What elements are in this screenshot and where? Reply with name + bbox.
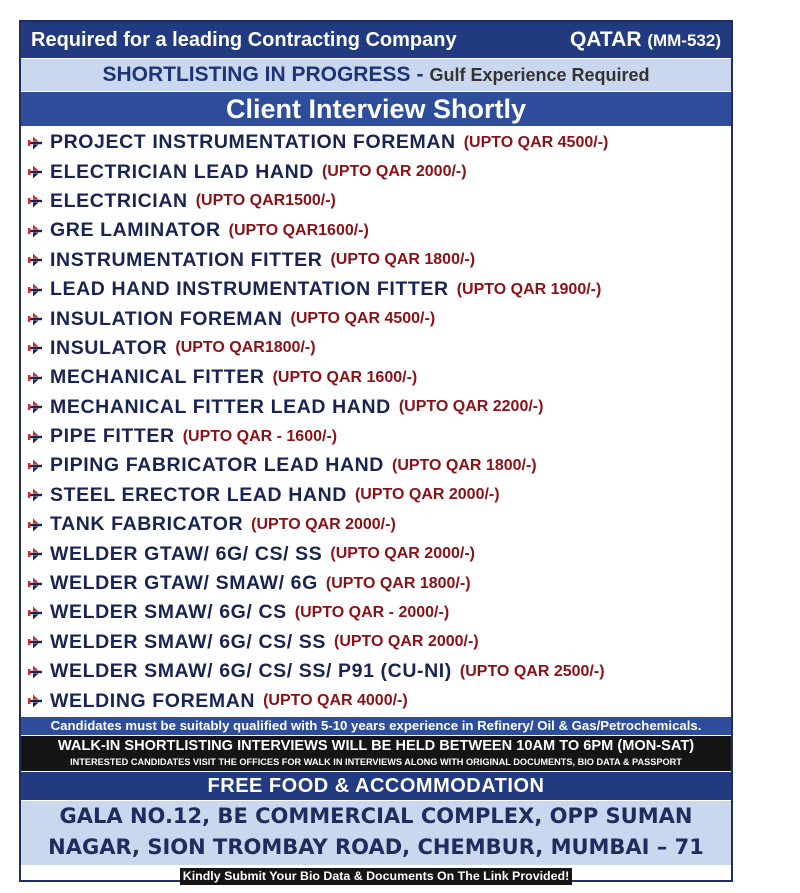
address-line-2: NAGAR, SION TROMBAY ROAD, CHEMBUR, MUMBAI – 71: [48, 835, 704, 859]
job-row: [21, 246, 731, 275]
header-banner: [21, 22, 731, 58]
arrow-bullet-icon: [27, 399, 50, 415]
job-salary: (UPTO QAR - 2000/-): [294, 603, 450, 621]
reference-code: (MM-532): [647, 31, 721, 50]
job-title: MECHANICAL FITTER: [50, 366, 265, 389]
arrow-bullet-icon: [27, 664, 50, 680]
job-title: LEAD HAND INSTRUMENTATION FITTER: [50, 278, 449, 301]
job-salary: (UPTO QAR 2000/-): [334, 633, 479, 651]
job-salary: (UPTO QAR1500/-): [195, 192, 336, 210]
job-salary: (UPTO QAR 2500/-): [459, 662, 605, 680]
company-requirement-text: Required for a leading Contracting Company: [31, 28, 457, 51]
job-title: WELDING FOREMAN: [50, 689, 256, 712]
walkin-banner: [21, 736, 731, 771]
job-salary: (UPTO QAR 1600/-): [272, 368, 418, 386]
job-row: [21, 539, 731, 568]
job-title: WELDER SMAW/ 6G/ CS/ SS/ P91 (CU-NI): [50, 660, 452, 683]
arrow-bullet-icon: [27, 634, 50, 650]
job-title: PIPE FITTER: [50, 425, 175, 448]
arrow-bullet-icon: [27, 282, 50, 298]
job-row: [21, 275, 731, 304]
job-row: [21, 510, 731, 539]
arrow-bullet-icon: [27, 517, 50, 533]
job-row: [21, 216, 731, 245]
job-row: [21, 481, 731, 510]
job-salary: (UPTO QAR 4000/-): [263, 692, 408, 710]
location-ref: [570, 28, 721, 52]
job-row: [21, 363, 731, 392]
arrow-bullet-icon: [27, 223, 50, 239]
arrow-bullet-icon: [27, 458, 50, 474]
job-salary: (UPTO QAR1800/-): [175, 339, 316, 357]
interview-banner: Client Interview Shortly: [21, 92, 731, 126]
job-salary: (UPTO QAR 1800/-): [325, 574, 471, 592]
job-salary: (UPTO QAR1600/-): [228, 221, 369, 239]
job-title: PROJECT INSTRUMENTATION FOREMAN: [50, 131, 456, 154]
job-row: [21, 451, 731, 480]
job-list: [21, 128, 731, 716]
arrow-bullet-icon: [27, 311, 50, 327]
job-row: [21, 598, 731, 627]
job-salary: (UPTO QAR 2000/-): [251, 515, 396, 533]
job-title: WELDER GTAW/ 6G/ CS/ SS: [50, 542, 323, 565]
job-salary: (UPTO QAR 2000/-): [354, 486, 500, 504]
job-salary: (UPTO QAR 4500/-): [290, 310, 436, 328]
shortlisting-status: SHORTLISTING IN PROGRESS: [102, 63, 411, 86]
job-title: WELDER SMAW/ 6G/ CS/ SS: [50, 630, 326, 653]
job-title: INSULATOR: [50, 336, 168, 359]
arrow-bullet-icon: [27, 252, 50, 268]
arrow-bullet-icon: [27, 193, 50, 209]
job-title: ELECTRICIAN: [50, 189, 188, 212]
job-row: [21, 657, 731, 686]
arrow-bullet-icon: [27, 693, 50, 709]
office-address: [21, 801, 731, 865]
arrow-bullet-icon: [27, 487, 50, 503]
qualification-note: Candidates must be suitably qualified with 5-10 years experience in Refinery/ Oil & Gas/Petrochemicals.: [21, 717, 731, 735]
arrow-bullet-icon: [27, 135, 50, 151]
job-salary: (UPTO QAR - 1600/-): [182, 427, 338, 445]
job-salary: (UPTO QAR 2000/-): [321, 163, 467, 181]
arrow-bullet-icon: [27, 576, 50, 592]
job-salary: (UPTO QAR 1900/-): [456, 280, 602, 298]
experience-requirement: Gulf Experience Required: [429, 64, 650, 85]
submit-note: Kindly Submit Your Bio Data & Documents On The Link Provided!: [180, 868, 572, 885]
arrow-bullet-icon: [27, 340, 50, 356]
job-title: ELECTRICIAN LEAD HAND: [50, 160, 314, 183]
job-row: [21, 334, 731, 363]
walkin-instructions: INTERESTED CANDIDATES VISIT THE OFFICES FOR WALK IN INTERVIEWS ALONG WITH ORIGINAL DOCUMENTS, BIO DATA & PASSPORT: [70, 757, 682, 767]
status-banner: [21, 59, 731, 91]
submit-note-wrapper: [21, 865, 731, 882]
arrow-bullet-icon: [27, 370, 50, 386]
job-row: [21, 686, 731, 715]
job-row: [21, 157, 731, 186]
job-title: STEEL ERECTOR LEAD HAND: [50, 483, 347, 506]
job-row: [21, 128, 731, 157]
job-salary: (UPTO QAR 1800/-): [330, 251, 476, 269]
job-salary: (UPTO QAR 2000/-): [330, 545, 475, 563]
job-title: WELDER SMAW/ 6G/ CS: [50, 601, 287, 624]
job-advertisement: [19, 20, 733, 882]
walkin-schedule: WALK-IN SHORTLISTING INTERVIEWS WILL BE HELD BETWEEN 10AM TO 6PM (MON-SAT): [57, 738, 695, 754]
job-salary: (UPTO QAR 2200/-): [398, 398, 544, 416]
job-title: MECHANICAL FITTER LEAD HAND: [50, 395, 391, 418]
job-row: [21, 393, 731, 422]
arrow-bullet-icon: [27, 546, 50, 562]
job-row: [21, 304, 731, 333]
job-row: [21, 422, 731, 451]
job-title: WELDER GTAW/ SMAW/ 6G: [50, 572, 318, 595]
job-row: [21, 569, 731, 598]
job-title: INSTRUMENTATION FITTER: [50, 248, 323, 271]
arrow-bullet-icon: [27, 429, 50, 445]
job-row: [21, 628, 731, 657]
arrow-bullet-icon: [27, 164, 50, 180]
job-title: TANK FABRICATOR: [50, 513, 244, 536]
address-line-1: GALA NO.12, BE COMMERCIAL COMPLEX, OPP SUMAN: [59, 804, 693, 828]
country-label: QATAR: [569, 28, 642, 51]
job-title: INSULATION FOREMAN: [50, 307, 283, 330]
food-accommodation-banner: FREE FOOD & ACCOMMODATION: [21, 772, 731, 800]
status-separator: -: [416, 63, 424, 86]
job-title: GRE LAMINATOR: [50, 219, 221, 242]
job-salary: (UPTO QAR 1800/-): [392, 456, 537, 474]
job-salary: (UPTO QAR 4500/-): [463, 133, 609, 151]
job-row: [21, 187, 731, 216]
arrow-bullet-icon: [27, 605, 50, 621]
job-title: PIPING FABRICATOR LEAD HAND: [50, 454, 384, 477]
